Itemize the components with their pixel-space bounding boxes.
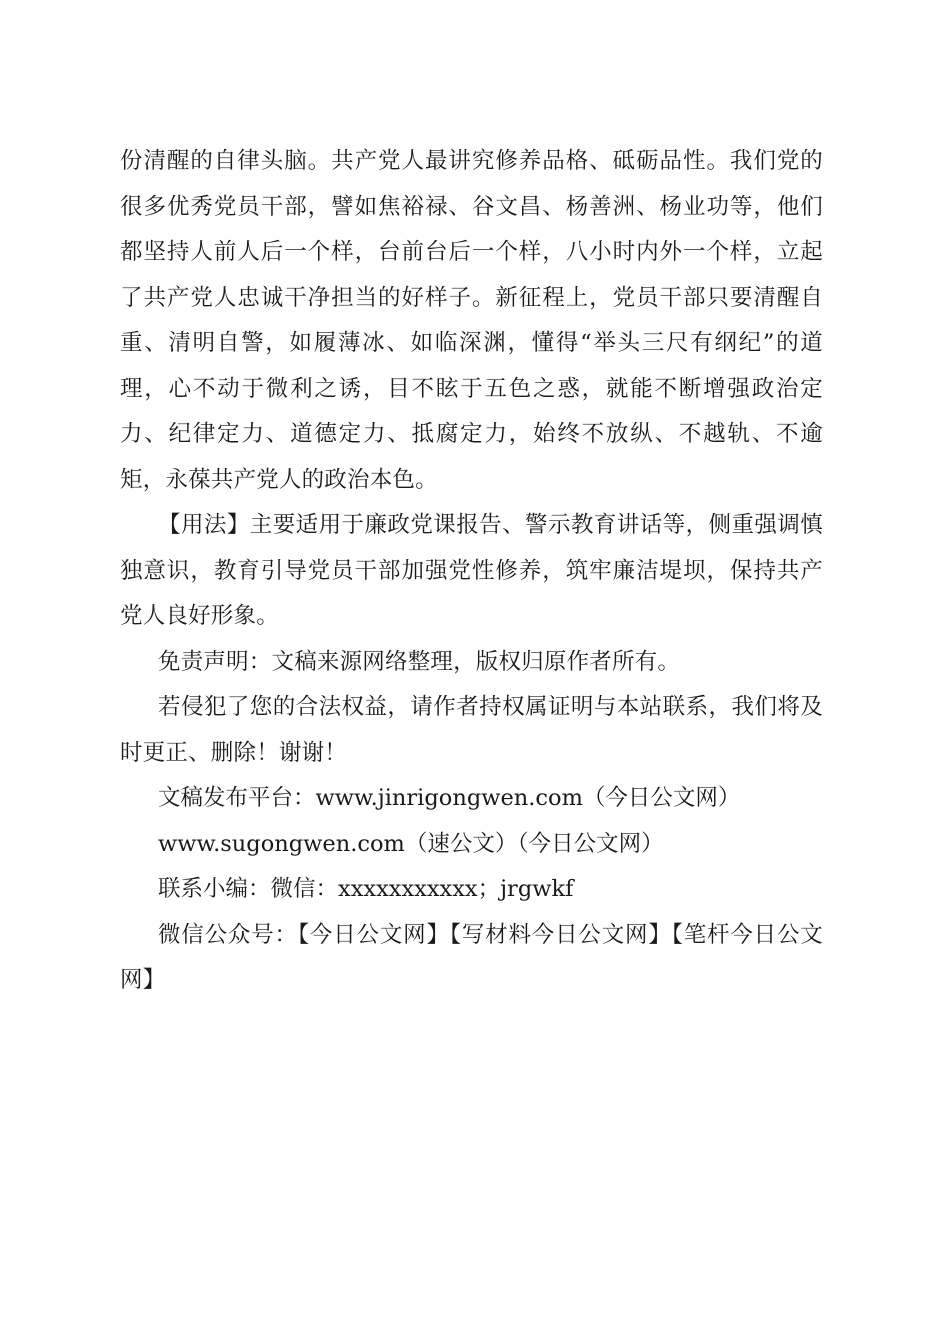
disclaimer-text: 免责声明：文稿来源网络整理，版权归原作者所有。 <box>158 648 681 675</box>
wechat-accounts-line: 微信公众号：【今日公文网】【写材料今日公文网】【笔杆今日公文网】 <box>120 921 823 993</box>
usage-paragraph: 【用法】主要适用于廉政党课报告、警示教育讲话等，侧重强调慎独意识，教育引导党员干部加强党性修养，筑牢廉洁堤坝，保持共产党人良好形象。 <box>120 512 823 629</box>
website-line: www.sugongwen.com（速公文）（今日公文网） <box>158 830 664 857</box>
infringement-notice: 若侵犯了您的合法权益，请作者持权属证明与本站联系，我们将及时更正、删除！谢谢！ <box>120 694 823 766</box>
body-paragraph-continuation: 份清醒的自律头脑。共产党人最讲究修养品格、砥砺品性。我们党的很多优秀党员干部，譬如焦裕禄、谷文昌、杨善洲、杨业功等，他们都坚持人前人后一个样，台前台后一个样，八小时内外一个样，立起了共产党人忠诚干净担当的好样子。新征程上，党员干部只要清醒自重、清明自警，如履薄冰、如临深渊，懂得“举头三尺有纲纪”的道理，心不动于微利之诱，目不眩于五色之惑，就能不断增强政治定力、纪律定力、道德定力、抵腐定力，始终不放纵、不越轨、不逾矩，永葆共产党人的政治本色。 <box>120 148 823 493</box>
document-page <box>120 139 823 1004</box>
platform-line: 文稿发布平台：www.jinrigongwen.com（今日公文网） <box>158 785 741 811</box>
contact-line: 联系小编：微信：xxxxxxxxxxx；jrgwkf <box>158 876 574 902</box>
